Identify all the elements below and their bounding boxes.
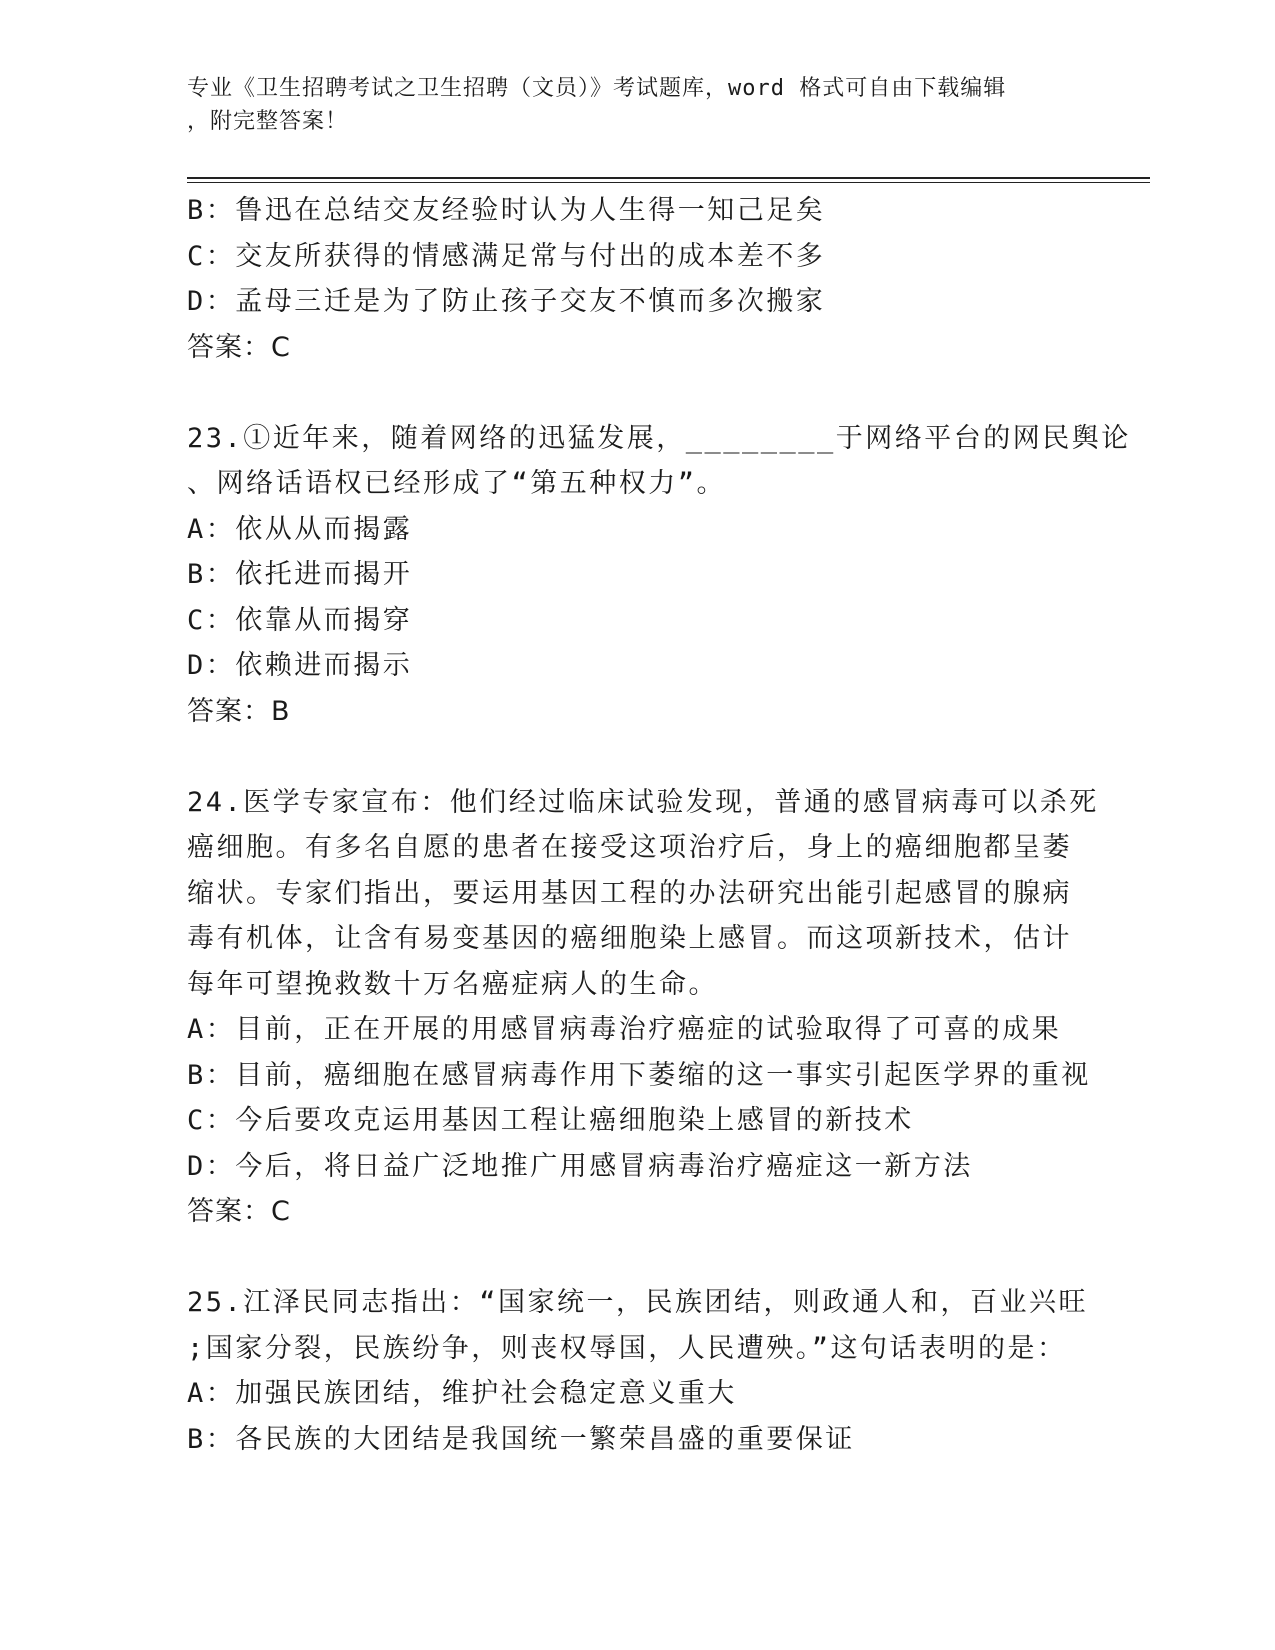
header-divider-thick xyxy=(187,177,1150,179)
spacer xyxy=(187,734,1077,780)
option-a: A：加强民族团结，维护社会稳定意义重大 xyxy=(187,1378,737,1409)
spacer xyxy=(187,1235,1077,1281)
question-24 xyxy=(187,780,1099,1235)
header-line-2: ，附完整答案！ xyxy=(187,109,349,134)
option-c: C：今后要攻克运用基因工程让癌细胞染上感冒的新技术 xyxy=(187,1105,914,1136)
spacer xyxy=(187,370,1077,416)
option-a: A：目前，正在开展的用感冒病毒治疗癌症的试验取得了可喜的成果 xyxy=(187,1014,1062,1045)
header-divider-thin xyxy=(187,182,1150,183)
question-stem-line: 24.医学专家宣布：他们经过临床试验发现，普通的感冒病毒可以杀死 xyxy=(187,786,1099,818)
question-stem-line: 23.①近年来，随着网络的迅猛发展，________于网络平台的网民舆论 xyxy=(187,422,1131,454)
question-23 xyxy=(187,416,1131,735)
question-stem-line: 癌细胞。有多名自愿的患者在接受这项治疗后，身上的癌细胞都呈萎 xyxy=(187,832,1072,863)
option-b: B：鲁迅在总结交友经验时认为人生得一知己足矣 xyxy=(187,195,826,226)
question-stem-line: 缩状。专家们指出，要运用基因工程的办法研究出能引起感冒的腺病 xyxy=(187,877,1072,909)
question-stem-line: 、网络话语权已经形成了“第五种权力”。 xyxy=(187,468,727,499)
question-22-continued xyxy=(187,188,1077,370)
option-b: B：依托进而揭开 xyxy=(187,559,413,590)
question-list xyxy=(187,188,1131,1462)
question-stem-line: ;国家分裂，民族纷争，则丧权辱国，人民遭殃。”这句话表明的是： xyxy=(187,1332,1067,1364)
answer-line: 答案：B xyxy=(187,695,291,727)
option-d: D：今后，将日益广泛地推广用感冒病毒治疗癌症这一新方法 xyxy=(187,1150,973,1182)
option-d: D：孟母三迁是为了防止孩子交友不慎而多次搬家 xyxy=(187,286,826,317)
option-c: C：依靠从而揭穿 xyxy=(187,604,413,636)
question-stem-line: 25.江泽民同志指出：“国家统一，民族团结，则政通人和，百业兴旺 xyxy=(187,1287,1089,1318)
document-header xyxy=(187,72,1087,138)
answer-line: 答案：C xyxy=(187,331,291,363)
option-b: B：目前，癌细胞在感冒病毒作用下萎缩的这一事实引起医学界的重视 xyxy=(187,1059,1091,1091)
answer-line: 答案：C xyxy=(187,1196,291,1227)
header-line-1: 专业《卫生招聘考试之卫生招聘（文员）》考试题库，word 格式可自由下载编辑 xyxy=(187,76,1007,101)
question-stem-line: 每年可望挽救数十万名癌症病人的生命。 xyxy=(187,968,718,1000)
option-a: A：依从从而揭露 xyxy=(187,513,413,545)
option-d: D：依赖进而揭示 xyxy=(187,650,413,681)
option-b: B：各民族的大团结是我国统一繁荣昌盛的重要保证 xyxy=(187,1423,855,1455)
option-c: C：交友所获得的情感满足常与付出的成本差不多 xyxy=(187,240,826,272)
question-25 xyxy=(187,1280,1089,1462)
question-stem-line: 毒有机体，让含有易变基因的癌细胞染上感冒。而这项新技术，估计 xyxy=(187,923,1072,954)
